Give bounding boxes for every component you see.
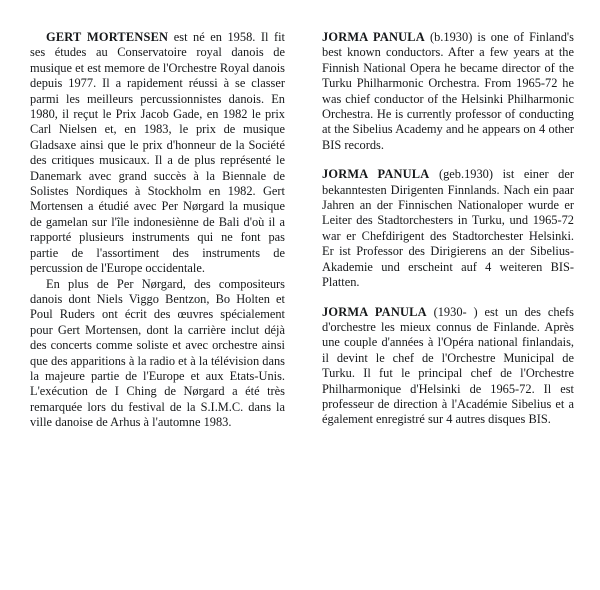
right-column [322, 30, 574, 428]
two-column-layout [30, 30, 574, 431]
paragraph-gert-mortensen-career [30, 277, 285, 431]
paragraph-jorma-panula-french [322, 305, 574, 428]
paragraph-body: est un des chefs d'orchestre les mieux connus de Finlande. Après une couple d'années à l'Opéra national finlandais, il devint le chef de l'Orchestre Municipal de Turku. Il fut le principal chef de l'Orchestre Philharmonique d'Helsinki de 1965-72. Il est professeur de direction à l'Académie Sibelius et a également enregistré sur 4 autres disques BIS. [322, 304, 574, 427]
paragraph-jorma-panula-english [322, 30, 574, 153]
person-birth-year-fr: (1930- ) [426, 304, 478, 319]
person-name-jorma-panula-fr: JORMA PANULA [322, 304, 427, 319]
person-birth-year-en: (b.1930) [424, 30, 473, 44]
left-column [30, 30, 285, 431]
paragraph-gert-mortensen-bio [30, 30, 285, 277]
person-name-jorma-panula-de: JORMA PANULA [322, 167, 430, 182]
paragraph-body: is one of Finland's best known conductors. After a few years at the Finnish National Opera he became director of the Turku Philharmonic Orchestra. From 1965-72 he was chief conductor of the Helsinki Philharmonic Orchestra. He is currently professor of conducting at the Sibelius Academy and he appears on 4 other BIS records. [322, 30, 574, 152]
paragraph-body: est né en 1958. Il fit ses études au Conservatoire royal danois de musique et est memore de l'Orchestre Royal danois depuis 1977. Il a rapidement réussi à se classer parmi les meilleurs percussionnistes danois. En 1980, il reçut le Prix Jacob Gade, en 1982 le prix Carl Nielsen et, en 1983, le prix de musique Gladsaxe ainsi que le prix d'honneur de la Société des critiques musicaux. Il a de plus représenté le Danemark avec grand succès à la Biennale de Solistes Nordiques à Stockholm en 1982. Gert Mortensen a étudié avec Per Nørgard la musique de gamelan sur l'île indonesiènne de Bali d'où il a rapporté plusieurs instruments qui ne font pas partie de l'assortiment des instruments de percussion de l'Europe occidentale. [30, 30, 286, 276]
paragraph-jorma-panula-german [322, 167, 574, 290]
paragraph-body: ist einer der bekanntesten Dirigenten Finnlands. Nach ein paar Jahren an der Finnischen Nationaloper wurde er Leiter des Stadtorchesters in Turku, und 1965-72 war er Chefdirigent des Stadtorchester Helsinki. Er ist Professor des Dirigierens an der Sibelius-Akademie und erscheint auf 4 weiteren BIS-Platten. [322, 167, 574, 290]
person-name-gert-mortensen: GERT MORTENSEN [46, 30, 169, 44]
person-name-jorma-panula-en: JORMA PANULA [322, 30, 425, 44]
person-birth-year-de: (geb.1930) [429, 167, 494, 182]
paragraph-body: En plus de Per Nørgard, des compositeurs danois dont Niels Viggo Bentzon, Bo Holten et Poul Ruders ont écrit des œuvres spécialement pour Gert Mortensen, dont la carrière inclut déjà des concerts comme soliste et avec orchestre ainsi que des apparitions à la radio et à la télévision dans la majeure partie de l'Europe et aux Etats-Unis. L'exécution de I Ching de Nørgard a été très remarquée lors du festival de la S.I.M.C. dans la ville danoise de Arhus à l'automne 1983. [30, 276, 285, 430]
